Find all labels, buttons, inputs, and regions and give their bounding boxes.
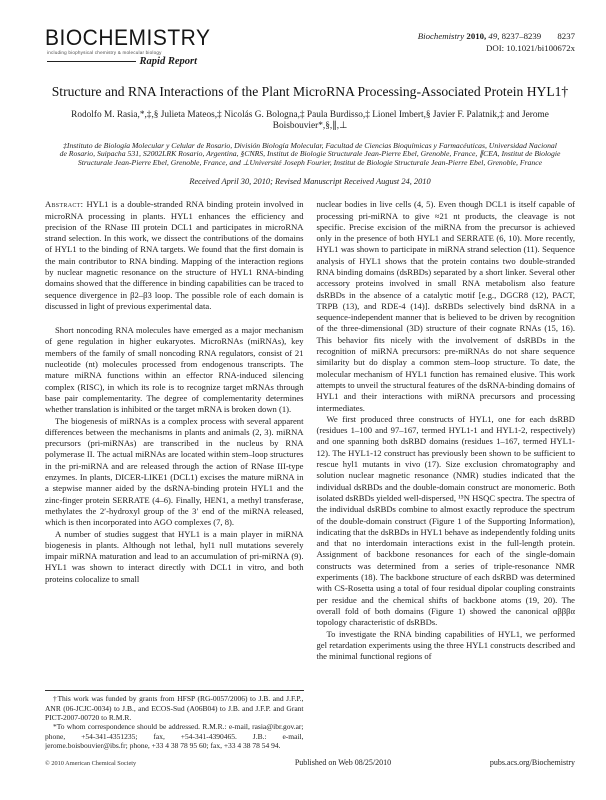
journal-logo: BIOCHEMISTRY <box>45 26 211 51</box>
affiliations: ‡Instituto de Biología Molecular y Celular de Rosario, División Biología Molecular, Facultad de Ciencias Bioquímicas y Farmacéuticas, Universidad Nacional de Rosario, Suipacha 531, S2002LRK Rosario, Argentina, §CNRS, Institut de Biologie Structurale Jean-Pierre Ebel, Grenoble, France, ∥CEA, Institut de Biologie Structurale Jean-Pierre Ebel, Grenoble, France, and ⊥Université Joseph Fourier, Institut de Biologie Structurale Jean-Pierre Ebel, Grenoble, France <box>59 140 561 168</box>
abstract-label: Abstract: <box>45 199 84 210</box>
citation-pages: , 8237–8239 <box>497 31 542 41</box>
citation-block <box>418 30 575 54</box>
paragraph-intro: Short noncoding RNA molecules have emerged as a major mechanism of gene regulation in higher eukaryotes. MicroRNAs (miRNAs), key members of the family of small noncoding RNA regulators, consist of 21 nucleotide (nt) molecules processed from endogenous transcripts. The mature miRNA functions within an effector RNA-induced silencing complex (RISC), in which its role is to recognize target mRNAs through base pair complementarity. The degree of complementarity determines whether translation is inhibited or the target mRNA is broken down (1). <box>45 325 304 415</box>
footnote-funding: †This work was funded by grants from HFSP (RG-0057/2006) to J.B. and J.F.P., ANR (06-JCJC-0034) to J.B., and ECOS-Sud (A06B04) to J.B. and J.F.P. and Grant PICT-2007-00720 to R.M.R. <box>45 694 304 723</box>
page-header <box>45 26 575 67</box>
doi-line: DOI: 10.1021/bi100672x <box>486 43 575 53</box>
footnote-correspondence: *To whom correspondence should be addressed. R.M.R.: e-mail, rasia@ibr.gov.ar; phone, +54-341-4351235; fax, +54-341-4390465. J.B.: e-mail, jerome.boisbouvier@ibs.fr; phone, +33 4 38 78 95 60; fax, +33 4 38 78 54 94. <box>45 722 304 750</box>
paragraph-dsrbd-background: nuclear bodies in live cells (4, 5). Even though DCL1 is itself capable of processing pri-miRNA to give ≈21 nt products, the cleavage is not specific. Precise excision of the miRNA from the precursor is achieved only in the presence of both HYL1 and SERRATE (6, 10). More recently, HYL1 was shown to participate in miRNA strand selection (11). Sequence analysis of HYL1 shows that the protein contains two double-stranded RNA binding domains (dsRBDs) separated by a short linker. Several other accessory proteins involved in small RNA metabolism also feature dsRBDs in the absence of a catalytic motif [e.g., DGCR8 (12), PACT, TRPB (13), and RDE-4 (14)]. dsRBDs selectively bind dsRNA in a sequence-independent manner that is believed to be driven by recognition of the three-dimensional (3D) structure of their cognate RNAs (15, 16). This behavior fits nicely with the involvement of dsRBDs in the recognition of miRNA precursors: pre-miRNAs do not share sequence similarity but do display a common stem–loop structure. To date, the molecular mechanism of HYL1 function has remained elusive. This work attempts to unveil the structural features of the dsRNA-binding domains of HYL1 and their interactions with miRNA precursors and processing intermediates. <box>316 199 575 413</box>
received-line: Received April 30, 2010; Revised Manuscript Received August 24, 2010 <box>189 177 431 187</box>
authors-line: Rodolfo M. Rasia,*,‡,§ Julieta Mateos,‡ Nicolás G. Bologna,‡ Paula Burdisso,‡ Lionel Imbert,§ Javier F. Palatnik,‡ and Jerome Boisbouvier*,§,∥,⊥ <box>71 109 549 131</box>
copyright-notice: © 2010 American Chemical Society <box>45 760 137 767</box>
page-footer <box>45 758 575 767</box>
left-column <box>45 199 304 750</box>
published-date: Published on Web 08/25/2010 <box>294 758 392 767</box>
journal-tagline: including biophysical chemistry & molecular biology <box>47 50 162 55</box>
report-type-row <box>47 56 197 67</box>
citation-line <box>418 30 575 42</box>
citation-volume: 49 <box>488 31 498 41</box>
article-title: Structure and RNA Interactions of the Plant MicroRNA Processing-Associated Protein HYL1† <box>51 84 569 99</box>
abstract-paragraph <box>45 199 304 312</box>
citation-year: 2010, <box>466 31 487 41</box>
paragraph-gel-retardation: To investigate the RNA binding capabilities of HYL1, we performed gel retardation experiments using the three HYL1 constructs described and the minimal functional regions of <box>316 628 575 662</box>
report-type-label: Rapid Report <box>139 56 197 67</box>
footnote-rule <box>45 690 304 691</box>
journal-logo-block <box>45 26 220 67</box>
right-column <box>317 199 576 750</box>
citation-journal: Biochemistry <box>417 31 465 41</box>
page-number: 8237 <box>557 31 575 41</box>
paragraph-hyl1-role: A number of studies suggest that HYL1 is a main player in miRNA biogenesis in plants. Although not lethal, hyl1 null mutations severely impair miRNA maturation and lead to an accumulation of pri-miRNA (9). HYL1 was shown to interact directly with DCL1 in vitro, and both proteins colocalize to small <box>45 528 304 584</box>
paragraph-biogenesis: The biogenesis of miRNAs is a complex process with several apparent differences between the mechanisms in plants and animals (2, 3). miRNA precursors (pri-miRNAs) are transcribed in the nucleus by RNA polymerase II. The actual miRNAs are located within stem–loop structures in the pri-miRNA and are released through the action of RNase III-type enzymes. In plants, DICER-LIKE1 (DCL1) excises the mature miRNA in a stepwise manner aided by the dsRNA-binding protein HYL1 and the zinc-finger protein SERRATE (4–6). Finally, HEN1, a methyl transferase, methylates the 2′-hydroxyl group of the 3′ end of the miRNA released, which is then incorporated into AGO complexes (7, 8). <box>45 415 304 528</box>
report-type-rule <box>47 61 136 62</box>
abstract-text: HYL1 is a double-stranded RNA binding protein involved in microRNA processing in plants. HYL1 enhances the efficiency and precision of the RNase III protein DCL1 and participates in microRNA strand selection. In this work, we dissect the contributions of the domains of HYL1 to the binding of RNA targets. We found that the first domain is the main contributor to RNA binding. Mapping of the interaction regions by nuclear magnetic resonance on the structure of HYL1 RNA-binding domains showed that the difference in binding capabilities can be traced to sequence divergence in β2–β3 loop. The possible role of each domain is discussed in light of previous experimental data. <box>45 199 304 311</box>
article-body <box>45 199 575 750</box>
publisher-site: pubs.acs.org/Biochemistry <box>489 758 575 767</box>
footnote-block <box>45 686 304 750</box>
paragraph-constructs: We first produced three constructs of HYL1, one for each dsRBD (residues 1–100 and 97–167, termed HYL1-1 and HYL1-2, respectively) and one spanning both dsRBD domains (residues 1–167, termed HYL1-12). The HYL1-12 construct has previously been shown to be sufficient to rescue hyl1 mutants in vivo (17). Size exclusion chromatography and solution nuclear magnetic resonance (NMR) studies indicated that the individual dsRBDs and the double-domain construct are monomeric. Both isolated dsRBDs yielded well-dispersed, ¹⁵N HSQC spectra. The spectra of the individual dsRBDs combine to almost exactly reproduce the spectrum of the double-domain construct (Figure 1 of the Supporting Information), indicating that the dsRBDs in HYL1 behave as independently folding units and that no interdomain interactions exist in the full-length protein. Assignment of backbone resonances for each of the single-domain constructs was determined from a series of triple-resonance NMR experiments (18). The backbone structure of each dsRBD was determined with CS-Rosetta using a total of four residual dipolar coupling constraints per residue and the chemical shifts of backbone atoms (19, 20). The overall fold of both domains (Figure 1) showed the canonical αβββα topology characteristic of dsRBDs. <box>316 413 575 628</box>
